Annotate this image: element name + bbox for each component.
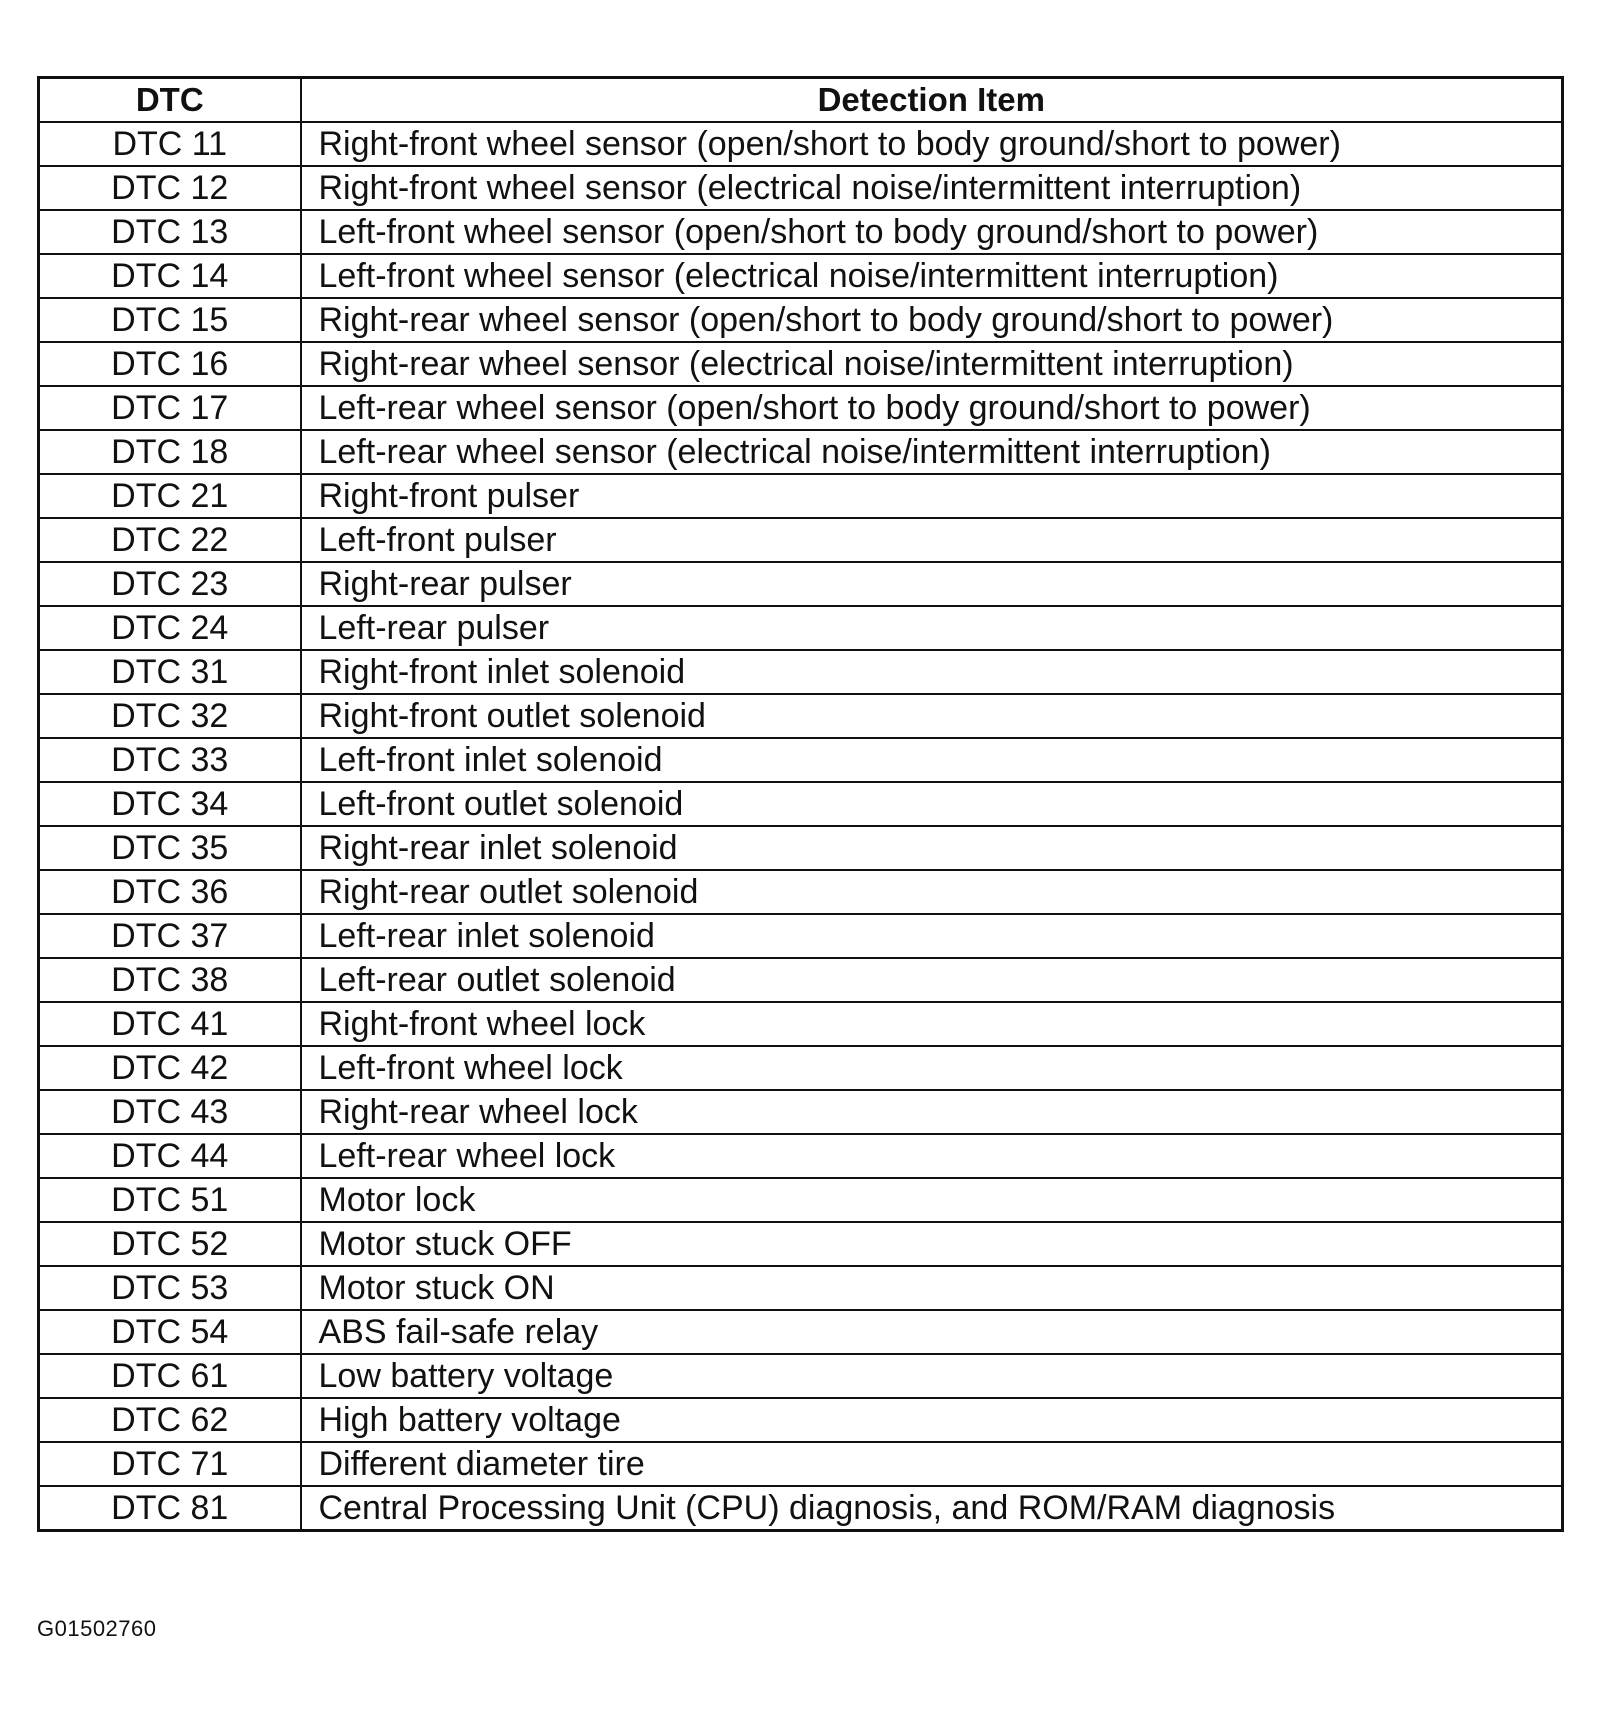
table-row — [39, 210, 1563, 254]
table-body — [39, 122, 1563, 1531]
detection-item-cell: Right-rear wheel sensor (electrical noise/intermittent interruption) — [301, 342, 1563, 386]
detection-item-cell: Right-rear outlet solenoid — [301, 870, 1563, 914]
detection-item-cell: Right-front wheel lock — [301, 1002, 1563, 1046]
detection-item-cell: Central Processing Unit (CPU) diagnosis, and ROM/RAM diagnosis — [301, 1486, 1563, 1531]
table-row — [39, 870, 1563, 914]
table-row — [39, 166, 1563, 210]
detection-item-cell: Motor lock — [301, 1178, 1563, 1222]
table-row — [39, 386, 1563, 430]
dtc-code-cell: DTC 61 — [39, 1354, 301, 1398]
dtc-code-cell: DTC 51 — [39, 1178, 301, 1222]
detection-item-cell: High battery voltage — [301, 1398, 1563, 1442]
table-row — [39, 562, 1563, 606]
table-row — [39, 738, 1563, 782]
table-row — [39, 650, 1563, 694]
detection-item-cell: ABS fail-safe relay — [301, 1310, 1563, 1354]
detection-item-cell: Left-rear wheel lock — [301, 1134, 1563, 1178]
table-row — [39, 474, 1563, 518]
table-row — [39, 782, 1563, 826]
dtc-code-cell: DTC 62 — [39, 1398, 301, 1442]
detection-item-cell: Left-rear outlet solenoid — [301, 958, 1563, 1002]
dtc-code-cell: DTC 44 — [39, 1134, 301, 1178]
detection-item-cell: Right-rear inlet solenoid — [301, 826, 1563, 870]
detection-item-cell: Right-front wheel sensor (open/short to body ground/short to power) — [301, 122, 1563, 166]
detection-item-cell: Right-front inlet solenoid — [301, 650, 1563, 694]
dtc-code-cell: DTC 14 — [39, 254, 301, 298]
column-header-dtc: DTC — [39, 78, 301, 123]
dtc-code-cell: DTC 35 — [39, 826, 301, 870]
detection-item-cell: Low battery voltage — [301, 1354, 1563, 1398]
table-row — [39, 518, 1563, 562]
detection-item-cell: Left-front wheel lock — [301, 1046, 1563, 1090]
dtc-code-cell: DTC 17 — [39, 386, 301, 430]
detection-item-cell: Left-rear wheel sensor (electrical noise/intermittent interruption) — [301, 430, 1563, 474]
table-row — [39, 430, 1563, 474]
table-row — [39, 1310, 1563, 1354]
dtc-code-cell: DTC 54 — [39, 1310, 301, 1354]
dtc-code-cell: DTC 13 — [39, 210, 301, 254]
table-row — [39, 298, 1563, 342]
table-row — [39, 1442, 1563, 1486]
detection-item-cell: Left-front outlet solenoid — [301, 782, 1563, 826]
detection-item-cell: Right-front pulser — [301, 474, 1563, 518]
dtc-code-cell: DTC 21 — [39, 474, 301, 518]
dtc-code-cell: DTC 31 — [39, 650, 301, 694]
table-row — [39, 1046, 1563, 1090]
dtc-code-cell: DTC 34 — [39, 782, 301, 826]
dtc-code-cell: DTC 43 — [39, 1090, 301, 1134]
detection-item-cell: Right-rear pulser — [301, 562, 1563, 606]
table-row — [39, 1090, 1563, 1134]
dtc-code-cell: DTC 42 — [39, 1046, 301, 1090]
dtc-code-cell: DTC 38 — [39, 958, 301, 1002]
dtc-code-cell: DTC 16 — [39, 342, 301, 386]
table-row — [39, 958, 1563, 1002]
dtc-code-cell: DTC 71 — [39, 1442, 301, 1486]
table-row — [39, 694, 1563, 738]
detection-item-cell: Motor stuck OFF — [301, 1222, 1563, 1266]
detection-item-cell: Left-front wheel sensor (electrical noise/intermittent interruption) — [301, 254, 1563, 298]
dtc-code-cell: DTC 12 — [39, 166, 301, 210]
dtc-code-cell: DTC 18 — [39, 430, 301, 474]
table-row — [39, 122, 1563, 166]
table-row — [39, 1354, 1563, 1398]
dtc-code-cell: DTC 81 — [39, 1486, 301, 1531]
table-row — [39, 1398, 1563, 1442]
detection-item-cell: Right-front outlet solenoid — [301, 694, 1563, 738]
dtc-code-cell: DTC 41 — [39, 1002, 301, 1046]
dtc-code-cell: DTC 33 — [39, 738, 301, 782]
table-header-row — [39, 78, 1563, 123]
table-row — [39, 342, 1563, 386]
detection-item-cell: Motor stuck ON — [301, 1266, 1563, 1310]
table-row — [39, 1178, 1563, 1222]
table-row — [39, 1222, 1563, 1266]
detection-item-cell: Left-rear wheel sensor (open/short to body ground/short to power) — [301, 386, 1563, 430]
table-row — [39, 1002, 1563, 1046]
detection-item-cell: Left-rear pulser — [301, 606, 1563, 650]
table-row — [39, 254, 1563, 298]
table-row — [39, 1486, 1563, 1531]
dtc-code-cell: DTC 37 — [39, 914, 301, 958]
detection-item-cell: Left-front pulser — [301, 518, 1563, 562]
dtc-code-cell: DTC 22 — [39, 518, 301, 562]
table-row — [39, 826, 1563, 870]
table-row — [39, 914, 1563, 958]
dtc-table — [37, 76, 1564, 1532]
table-row — [39, 1134, 1563, 1178]
table-row — [39, 1266, 1563, 1310]
detection-item-cell: Right-rear wheel lock — [301, 1090, 1563, 1134]
dtc-code-cell: DTC 15 — [39, 298, 301, 342]
dtc-code-cell: DTC 52 — [39, 1222, 301, 1266]
detection-item-cell: Left-rear inlet solenoid — [301, 914, 1563, 958]
dtc-table-container — [37, 76, 1561, 1532]
detection-item-cell: Left-front wheel sensor (open/short to body ground/short to power) — [301, 210, 1563, 254]
detection-item-cell: Right-rear wheel sensor (open/short to body ground/short to power) — [301, 298, 1563, 342]
detection-item-cell: Right-front wheel sensor (electrical noise/intermittent interruption) — [301, 166, 1563, 210]
dtc-code-cell: DTC 24 — [39, 606, 301, 650]
dtc-code-cell: DTC 11 — [39, 122, 301, 166]
dtc-code-cell: DTC 36 — [39, 870, 301, 914]
detection-item-cell: Left-front inlet solenoid — [301, 738, 1563, 782]
detection-item-cell: Different diameter tire — [301, 1442, 1563, 1486]
table-row — [39, 606, 1563, 650]
dtc-code-cell: DTC 23 — [39, 562, 301, 606]
column-header-detection-item: Detection Item — [301, 78, 1563, 123]
dtc-code-cell: DTC 32 — [39, 694, 301, 738]
dtc-code-cell: DTC 53 — [39, 1266, 301, 1310]
figure-id: G01502760 — [37, 1616, 157, 1641]
